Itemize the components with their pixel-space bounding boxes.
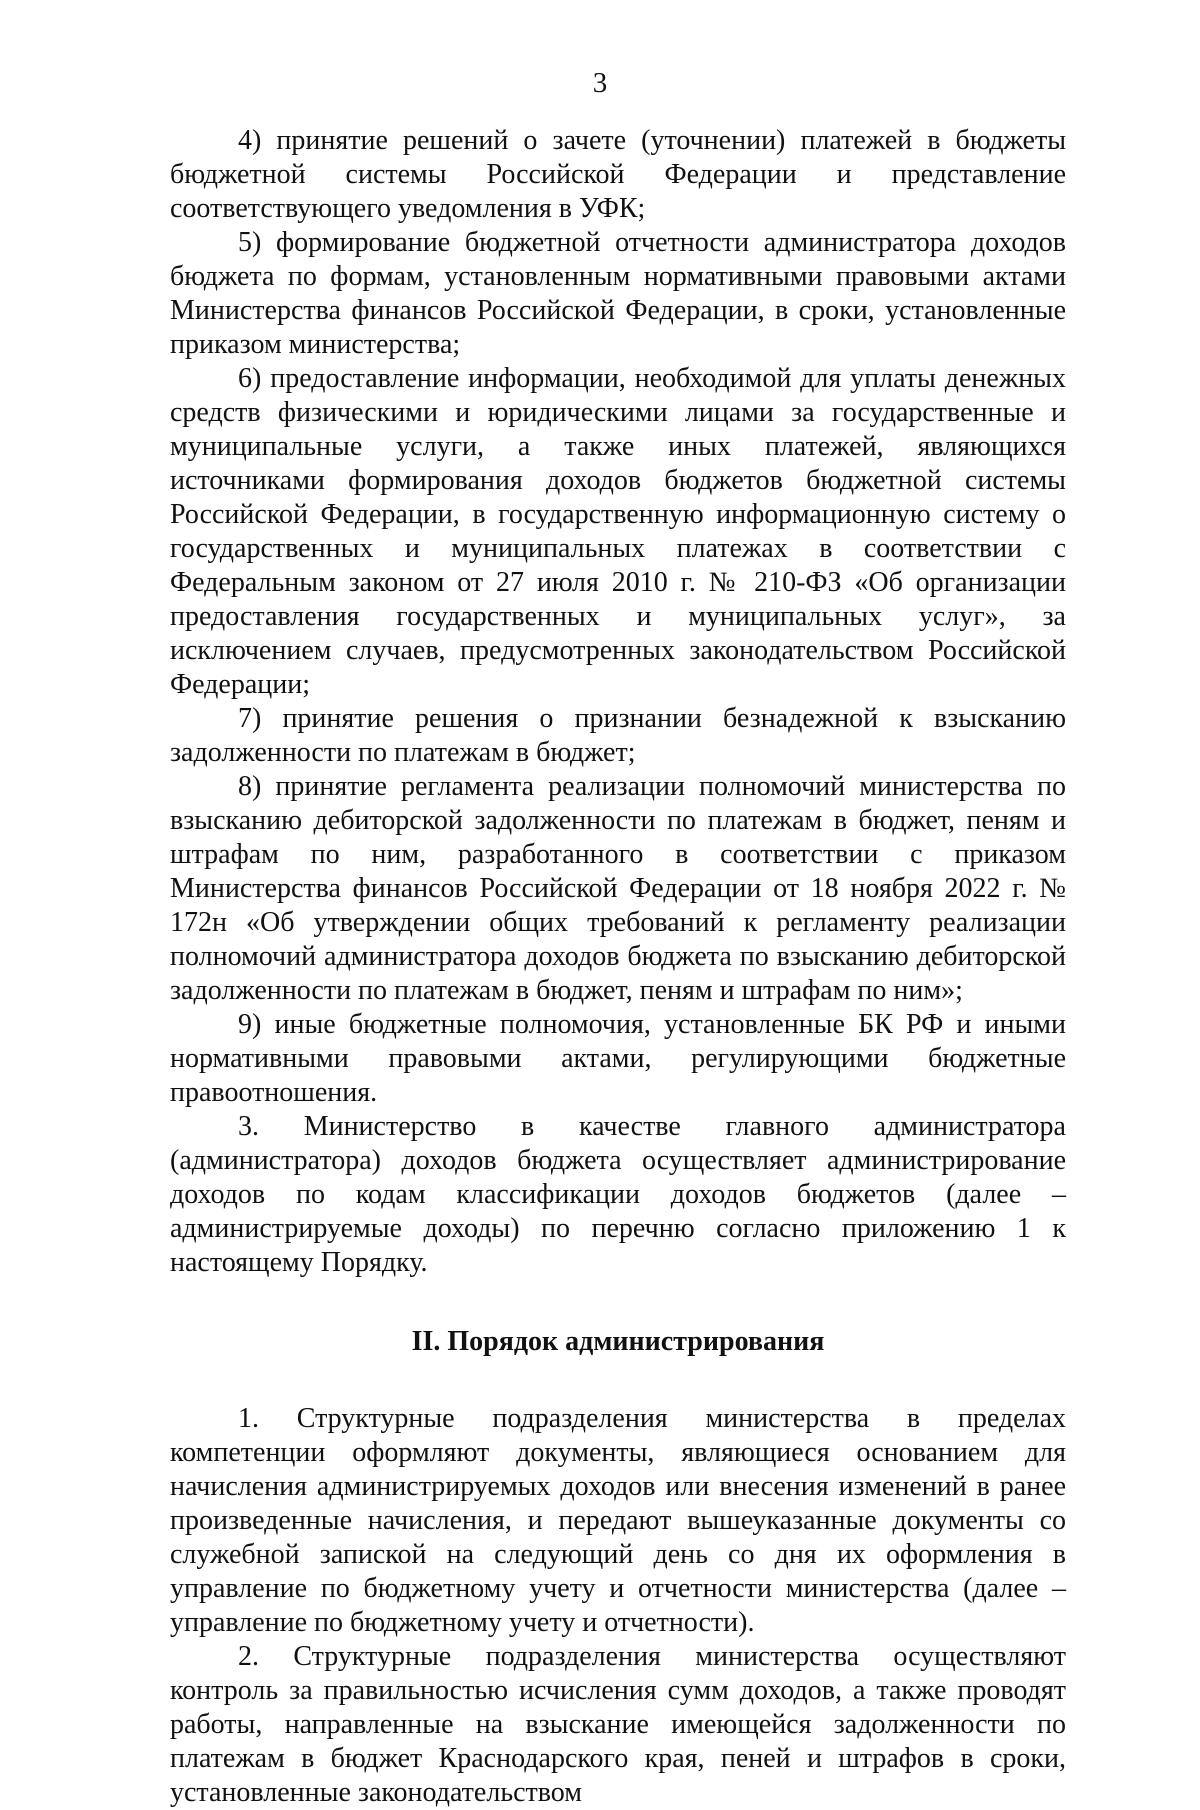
paragraph-item-5: 5) формирование бюджетной отчетности администратора доходов бюджета по формам, установленным нормативными правовыми актами Министерства финансов Российской Федерации, в сроки, установленные приказом министерства; bbox=[170, 227, 1066, 360]
paragraph-clause-3: 3. Министерство в качестве главного администратора (администратора) доходов бюджета осуществляет администрирование доходов по кодам классификации доходов бюджетов (далее – администрируемые доходы) по перечню согласно приложению 1 к настоящему Порядку. bbox=[170, 1111, 1066, 1278]
paragraph-item-4: 4) принятие решений о зачете (уточнении) платежей в бюджеты бюджетной системы Российской Федерации и представление соответствующего уведомления в УФК; bbox=[170, 125, 1066, 224]
paragraph-item-8: 8) принятие регламента реализации полномочий министерства по взысканию дебиторской задолженности по платежам в бюджет, пеням и штрафам по ним, разработанного в соответствии с приказом Министерства финансов Российской Федерации от 18 ноября 2022 г. № 172н «Об утверждении общих требований к регламенту реализации полномочий администратора доходов бюджета по взысканию дебиторской задолженности по платежам в бюджет, пеням и штрафам по ним»; bbox=[170, 771, 1066, 1006]
paragraph-item-9: 9) иные бюджетные полномочия, установленные БК РФ и иными нормативными правовыми актами, регулирующими бюджетные правоотношения. bbox=[170, 1009, 1066, 1108]
page-number: 3 bbox=[592, 67, 608, 99]
paragraph-item-7: 7) принятие решения о признании безнадежной к взысканию задолженности по платежам в бюджет; bbox=[170, 703, 1066, 768]
paragraph-section2-clause-2: 2. Структурные подразделения министерства осуществляют контроль за правильностью исчисления сумм доходов, а также проводят работы, направленные на взыскание имеющейся задолженности по платежам в бюджет Краснодарского края, пеней и штрафов в сроки, установленные законодательством bbox=[170, 1641, 1066, 1808]
section-title: II. Порядок администрирования bbox=[411, 1326, 825, 1357]
document-body bbox=[170, 124, 1066, 1810]
paragraph-item-6: 6) предоставление информации, необходимой для уплаты денежных средств физическими и юридическими лицами за государственные и муниципальные услуги, а также иных платежей, являющихся источниками формирования доходов бюджетов бюджетной системы Российской Федерации, в государственную информационную систему о государственных и муниципальных платежах в соответствии с Федеральным законом от 27 июля 2010 г. № 210-ФЗ «Об организации предоставления государственных и муниципальных услуг», за исключением случаев, предусмотренных законодательством Российской Федерации; bbox=[170, 363, 1066, 700]
paragraph-section2-clause-1: 1. Структурные подразделения министерства в пределах компетенции оформляют документы, являющиеся основанием для начисления администрируемых доходов или внесения изменений в ранее произведенные начисления, и передают вышеуказанные документы со служебной запиской на следующий день со дня их оформления в управление по бюджетному учету и отчетности министерства (далее – управление по бюджетному учету и отчетности). bbox=[170, 1403, 1066, 1638]
